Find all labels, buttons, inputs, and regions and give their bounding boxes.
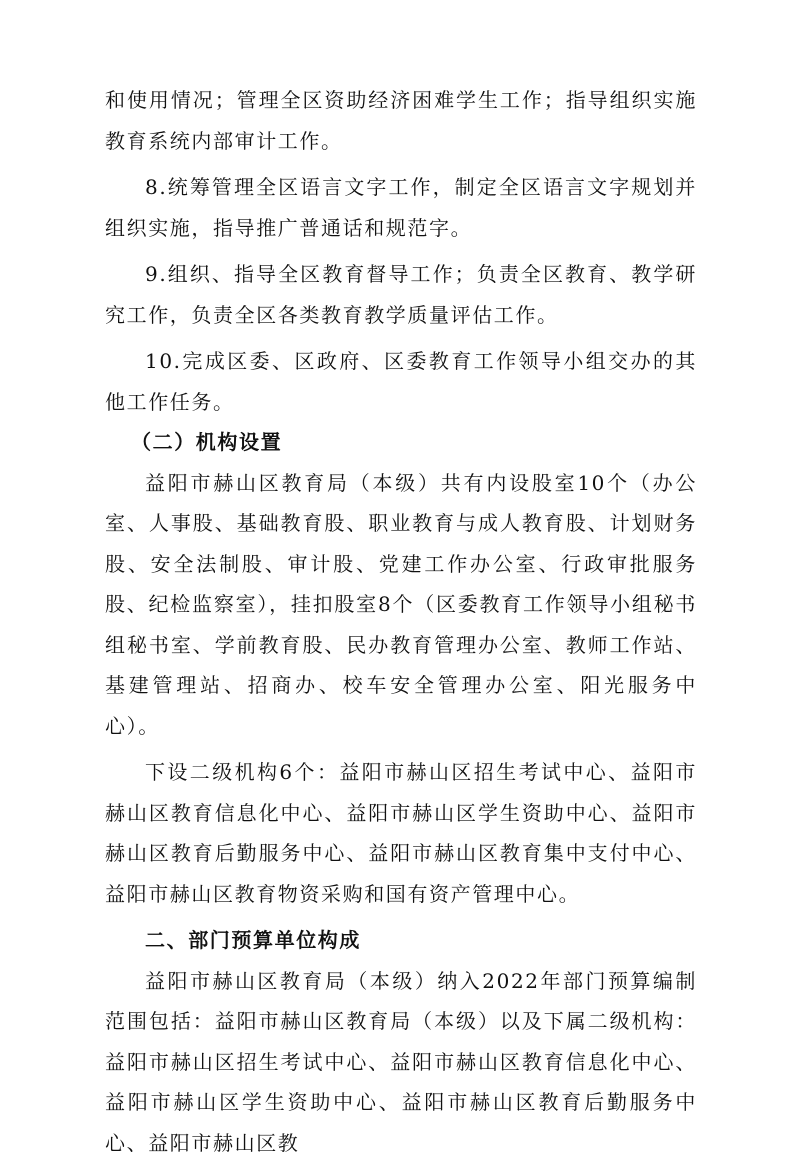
paragraph-secondary-institutions: 下设二级机构6个：益阳市赫山区招生考试中心、益阳市赫山区教育信息化中心、益阳市赫山区学生资助中心、益阳市赫山区教育后勤服务中心、益阳市赫山区教育集中支付中心、益阳市赫山区教育物资采购和国有资产管理中心。 bbox=[105, 752, 697, 914]
paragraph-budget-scope: 益阳市赫山区教育局（本级）纳入2022年部门预算编制范围包括：益阳市赫山区教育局（本级）以及下属二级机构：益阳市赫山区招生考试中心、益阳市赫山区教育信息化中心、益阳市赫山区学生资助中心、益阳市赫山区教育后勤服务中心、益阳市赫山区教 bbox=[105, 961, 697, 1163]
subsection-heading-organization: （二）机构设置 bbox=[105, 422, 697, 463]
paragraph-internal-departments: 益阳市赫山区教育局（本级）共有内设股室10个（办公室、人事股、基础教育股、职业教育与成人教育股、计划财务股、安全法制股、审计股、党建工作办公室、行政审批服务股、纪检监察室），挂扣股室8个（区委教育工作领导小组秘书组秘书室、学前教育股、民办教育管理办公室、教师工作站、基建管理站、招商办、校车安全管理办公室、阳光服务中心）。 bbox=[105, 463, 697, 747]
section-heading-budget-units: 二、部门预算单位构成 bbox=[105, 920, 697, 961]
document-page bbox=[105, 80, 697, 1163]
paragraph-duty-8: 8.统筹管理全区语言文字工作，制定全区语言文字规划并组织实施，指导推广普通话和规范字。 bbox=[105, 167, 697, 248]
paragraph-duty-9: 9.组织、指导全区教育督导工作；负责全区教育、教学研究工作，负责全区各类教育教学质量评估工作。 bbox=[105, 254, 697, 335]
paragraph-duties-continued: 和使用情况；管理全区资助经济困难学生工作；指导组织实施教育系统内部审计工作。 bbox=[105, 80, 697, 161]
paragraph-duty-10: 10.完成区委、区政府、区委教育工作领导小组交办的其他工作任务。 bbox=[105, 341, 697, 422]
